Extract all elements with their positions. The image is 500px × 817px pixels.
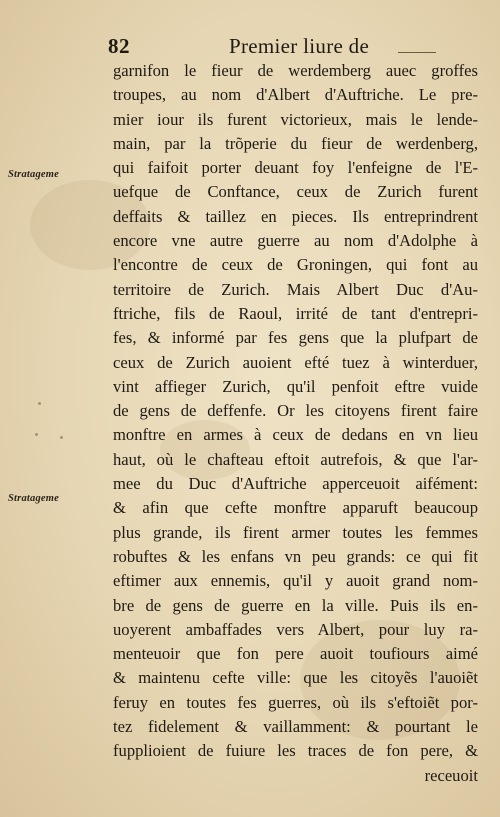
page-number: 82 [108,34,130,58]
text-line: tez fidelement & vaillamment: & pourtant le [113,717,478,737]
text-line: vint affieger Zurich, qu'il penfoit eftre vuide [113,376,478,396]
text-line: robuftes & les enfans vn peu grands: ce qui fit [113,546,478,566]
running-title: Premier liure de [229,34,370,58]
text-line: fupplioient de fuiure les traces de fon pere, & [113,741,478,761]
margin-note-stratageme: Stratageme [8,169,59,180]
text-line: menteuoir que fon pere auoit toufiours aimé [113,644,478,664]
ink-speck [35,433,38,436]
text-line: deffaits & taillez en pieces. Ils entreprindrent [113,206,478,226]
text-line: feruy en toutes fes guerres, où ils s'eftoiẽt por- [113,692,478,712]
text-line: garnifon le fieur de werdemberg auec groffes [113,61,478,80]
text-line: ftriche, fils de Raoul, irrité de tant d'entrepri- [113,303,478,323]
text-line: haut, où le chafteau eftoit autrefois, & que l'ar- [113,449,478,469]
text-line: monftre en armes à ceux de dedans en vn lieu [113,425,478,445]
text-line: fes, & informé par fes gens que la plufpart de [113,328,478,348]
text-line: mier iour ils furent victorieux, mais le lende- [113,109,478,129]
catchword: receuoit [424,765,478,785]
text-line: qui faifoit porter deuant foy l'enfeigne de l'E- [113,158,478,178]
page-header [0,34,500,60]
ink-speck [60,436,63,439]
text-line: ceux de Zurich auoient efté tuez à winterduer, [113,352,478,372]
text-line: uefque de Conftance, ceux de Zurich furent [113,182,478,202]
text-line: & afin que cefte monftre apparuft beaucoup [113,498,478,518]
text-line: plus grande, ils firent armer toutes les femmes [113,522,478,542]
text-line: uoyerent ambaffades vers Albert, pour luy ra- [113,619,478,639]
text-line: eftimer aux ennemis, qu'il y auoit grand nom- [113,571,478,591]
body-text [113,59,478,788]
text-line: & maintenu cefte ville: que les citoyẽs l'auoiẽt [113,668,478,688]
text-line: territoire de Zurich. Mais Albert Duc d'Au- [113,279,478,299]
text-line: l'encontre de ceux de Groningen, qui font au [113,255,478,275]
text-line: mee du Duc d'Auftriche apperceuoit aifément: [113,474,478,494]
text-line: troupes, au nom d'Albert d'Auftriche. Le pre- [113,85,478,105]
text-line: encore vne autre guerre au nom d'Adolphe à [113,231,478,251]
text-line: main, par la trõperie du fieur de werdenberg, [113,133,478,153]
text-line: bre de gens de guerre en la ville. Puis ils en- [113,595,478,615]
text-line: de gens de deffenfe. Or les citoyens firent faire [113,401,478,421]
header-rule [398,52,436,53]
ink-speck [38,402,41,405]
margin-note-stratageme: Stratageme [8,493,59,504]
